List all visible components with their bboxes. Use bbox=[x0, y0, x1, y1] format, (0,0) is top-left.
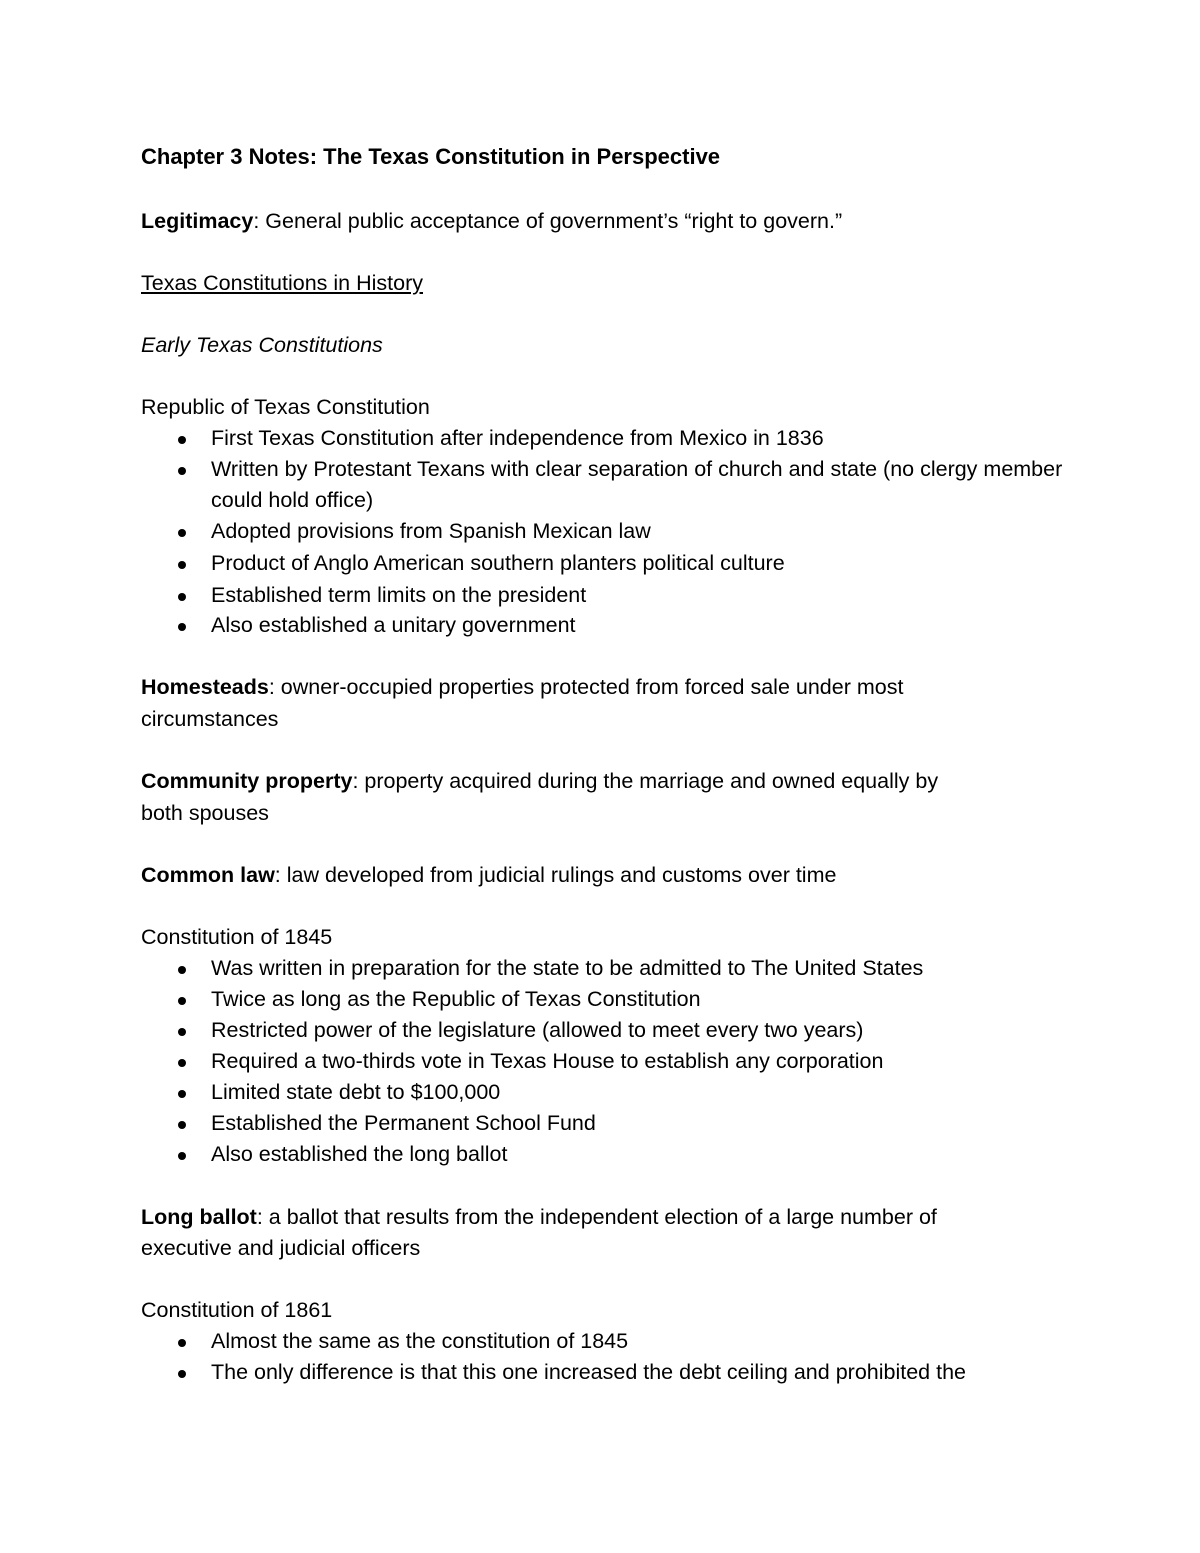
definition-text: : law developed from judicial rulings and customs over time bbox=[274, 863, 837, 887]
bullet-icon bbox=[178, 623, 186, 631]
section-heading: Texas Constitutions in History bbox=[141, 271, 423, 295]
list-item: Required a two-thirds vote in Texas House to establish any corporation bbox=[211, 1046, 1071, 1077]
definition-legitimacy bbox=[141, 206, 842, 237]
bullet-icon bbox=[178, 436, 186, 444]
page-title: Chapter 3 Notes: The Texas Constitution in Perspective bbox=[141, 144, 721, 169]
list-item: Product of Anglo American southern planters political culture bbox=[211, 548, 1071, 579]
definition-text: : property acquired during the marriage and owned equally by bbox=[352, 769, 939, 793]
list-item: Written by Protestant Texans with clear separation of church and state (no clergy member could hold office) bbox=[211, 454, 1071, 516]
list-item: Also established a unitary government bbox=[211, 610, 1071, 641]
term-community-property: Community property bbox=[141, 769, 353, 793]
list-item: Also established the long ballot bbox=[211, 1139, 1071, 1170]
bullet-icon bbox=[178, 467, 186, 475]
constitution-1861-heading: Constitution of 1861 bbox=[141, 1298, 333, 1322]
definition-text: : owner-occupied properties protected from forced sale under most bbox=[268, 675, 904, 699]
bullet-icon bbox=[178, 1121, 186, 1129]
definition-community-property-continued: both spouses bbox=[141, 801, 269, 825]
list-item: Established term limits on the president bbox=[211, 580, 1071, 611]
term-legitimacy: Legitimacy bbox=[141, 209, 254, 233]
bullet-icon bbox=[178, 997, 186, 1005]
definition-common-law bbox=[141, 860, 836, 891]
bullet-icon bbox=[178, 1152, 186, 1160]
list-item: Restricted power of the legislature (allowed to meet every two years) bbox=[211, 1015, 1071, 1046]
republic-constitution-heading: Republic of Texas Constitution bbox=[141, 395, 430, 419]
bullet-icon bbox=[178, 529, 186, 537]
list-item: Adopted provisions from Spanish Mexican law bbox=[211, 516, 1071, 547]
list-item: First Texas Constitution after independence from Mexico in 1836 bbox=[211, 423, 1071, 454]
bullet-icon bbox=[178, 1370, 186, 1378]
bullet-icon bbox=[178, 966, 186, 974]
bullet-icon bbox=[178, 561, 186, 569]
bullet-icon bbox=[178, 1059, 186, 1067]
term-common-law: Common law bbox=[141, 863, 275, 887]
list-item: Established the Permanent School Fund bbox=[211, 1108, 1071, 1139]
bullet-icon bbox=[178, 1339, 186, 1347]
list-item: Limited state debt to $100,000 bbox=[211, 1077, 1071, 1108]
list-item: Twice as long as the Republic of Texas Constitution bbox=[211, 984, 1071, 1015]
definition-long-ballot bbox=[141, 1202, 937, 1233]
bullet-icon bbox=[178, 1028, 186, 1036]
bullet-icon bbox=[178, 1090, 186, 1098]
list-item: Almost the same as the constitution of 1845 bbox=[211, 1326, 1071, 1357]
term-homesteads: Homesteads bbox=[141, 675, 269, 699]
constitution-1845-heading: Constitution of 1845 bbox=[141, 925, 333, 949]
definition-text: : General public acceptance of government’s “right to govern.” bbox=[253, 209, 843, 233]
term-long-ballot: Long ballot bbox=[141, 1205, 257, 1229]
definition-homesteads bbox=[141, 672, 903, 703]
definition-long-ballot-continued: executive and judicial officers bbox=[141, 1236, 421, 1260]
definition-community-property bbox=[141, 766, 938, 797]
list-item: Was written in preparation for the state to be admitted to The United States bbox=[211, 953, 1071, 984]
bullet-icon bbox=[178, 593, 186, 601]
subsection-heading: Early Texas Constitutions bbox=[141, 333, 383, 357]
definition-homesteads-continued: circumstances bbox=[141, 707, 279, 731]
definition-text: : a ballot that results from the independent election of a large number of bbox=[256, 1205, 937, 1229]
list-item: The only difference is that this one increased the debt ceiling and prohibited the bbox=[211, 1357, 1071, 1388]
